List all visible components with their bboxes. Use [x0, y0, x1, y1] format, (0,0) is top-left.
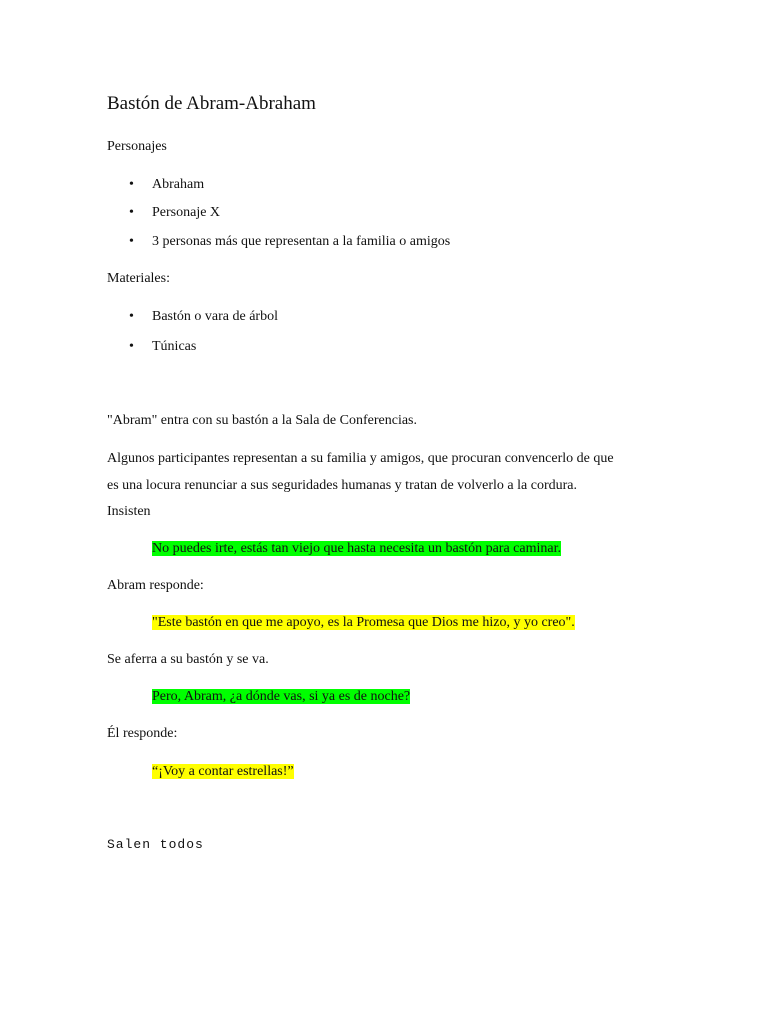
list-item	[107, 233, 607, 251]
highlighted-quote: Pero, Abram, ¿a dónde vas, si ya es de noche?	[152, 689, 411, 704]
quote-line	[152, 540, 561, 558]
quote-line	[152, 614, 575, 632]
paragraph: Algunos participantes representan a su familia y amigos, que procuran convencerlo de que	[107, 451, 614, 466]
list-item-text: Personaje X	[152, 205, 221, 220]
bullet-icon: •	[129, 234, 134, 249]
bullet-icon: •	[129, 177, 134, 192]
list-item	[107, 176, 607, 194]
materials-heading: Materiales:	[107, 271, 170, 286]
document-title: Bastón de Abram-Abraham	[107, 93, 316, 114]
highlighted-quote: No puedes irte, estás tan viejo que hasta necesita un bastón para caminar.	[152, 541, 561, 556]
highlighted-quote: "Este bastón en que me apoyo, es la Promesa que Dios me hizo, y yo creo".	[152, 615, 575, 630]
list-item-text: 3 personas más que representan a la familia o amigos	[152, 234, 451, 249]
bullet-icon: •	[129, 339, 134, 354]
paragraph: Insisten	[107, 504, 151, 519]
paragraph: Él responde:	[107, 726, 178, 741]
list-item	[107, 338, 607, 356]
quote-line	[152, 688, 410, 706]
list-item-text: Bastón o vara de árbol	[152, 309, 278, 324]
paragraph: "Abram" entra con su bastón a la Sala de Conferencias.	[107, 413, 417, 428]
highlighted-quote: “¡Voy a contar estrellas!”	[152, 764, 294, 779]
paragraph: es una locura renunciar a sus seguridades humanas y tratan de volverlo a la cordura.	[107, 478, 577, 493]
characters-heading: Personajes	[107, 139, 167, 154]
paragraph: Se aferra a su bastón y se va.	[107, 652, 269, 667]
list-item-text: Túnicas	[152, 339, 197, 354]
list-item-text: Abraham	[152, 177, 205, 192]
quote-line	[152, 763, 294, 781]
list-item	[107, 204, 607, 222]
list-item	[107, 308, 607, 326]
bullet-icon: •	[129, 309, 134, 324]
closing-stage-direction: Salen todos	[107, 837, 204, 852]
paragraph: Abram responde:	[107, 578, 204, 593]
bullet-icon: •	[129, 205, 134, 220]
